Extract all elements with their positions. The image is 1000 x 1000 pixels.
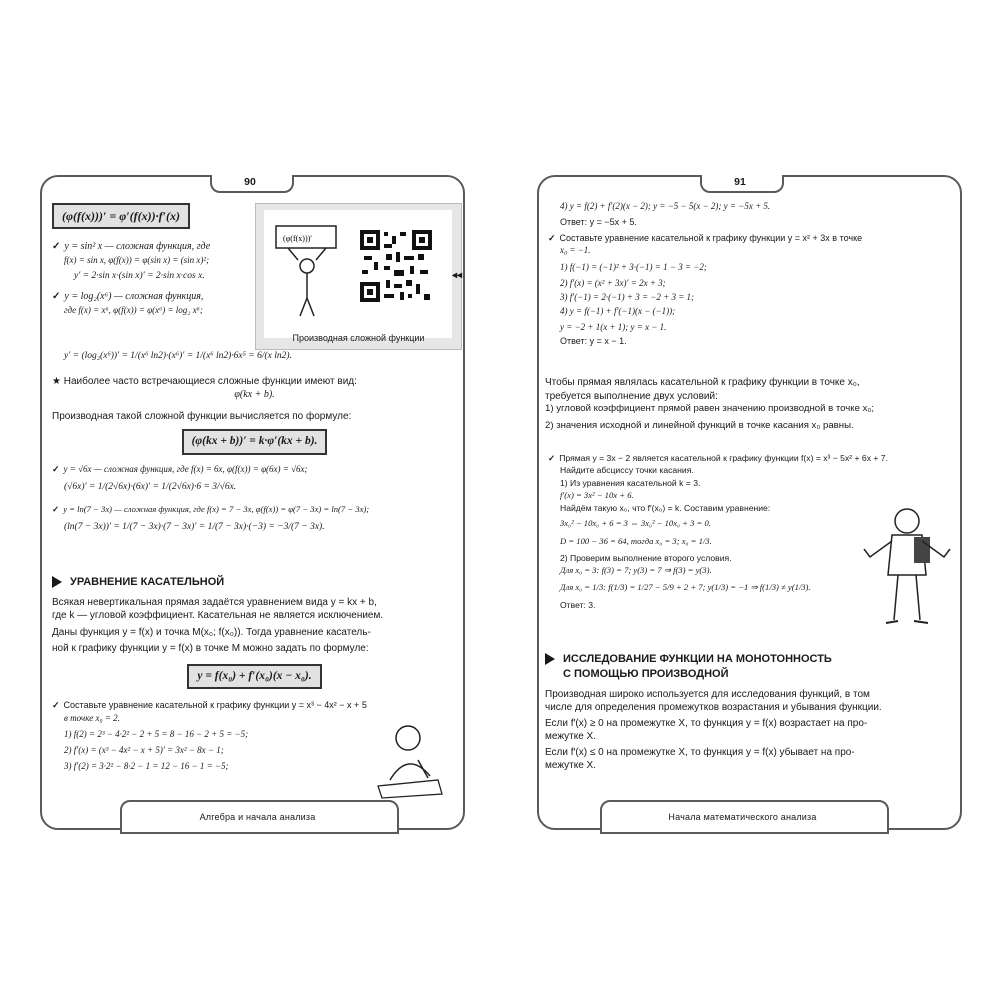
list-item: 3) f′(2) = 3·2² − 8·2 − 1 = 12 − 16 − 1 = −5; <box>64 760 229 771</box>
list-item: 2) f′(x) = (x³ − 4x² − x + 5)′ = 3x² − 8x − 1; <box>64 744 224 755</box>
section-title: УРАВНЕНИЕ КАСАТЕЛЬНОЙ <box>52 575 457 590</box>
student-sign-illustration <box>270 220 350 320</box>
list-item: D = 100 − 36 = 64, тогда x₀ = 3; x₀ = 1/3. <box>560 535 712 546</box>
section-title <box>545 652 955 682</box>
right-content <box>548 200 953 347</box>
left-page-footer: Алгебра и начала анализа <box>199 812 316 822</box>
qr-sign-text: (φ(f(x)))′ <box>283 234 313 243</box>
list-item: ✓ Прямая y = 3x − 2 является касательной к графику функции f(x) = x³ − 5x² + 6x + 7. <box>548 453 888 463</box>
paragraph-line: межутке X. <box>545 760 596 772</box>
check-icon: ✓ <box>52 700 60 711</box>
list-item: ✓ y = √6x — сложная функция, где f(x) = 6x, φ(f(x)) = φ(6x) = √6x; <box>52 463 308 474</box>
paragraph-line: ной к графику функции y = f(x) в точке M можно задать по формуле: <box>52 643 369 655</box>
list-item: в точке x₀ = 2. <box>64 712 120 723</box>
qr-code-icon[interactable] <box>360 230 432 302</box>
list-item: Ответ: y = x − 1. <box>560 336 627 347</box>
note-text: ★ Наиболее часто встречающиеся сложные функции имеют вид: <box>52 375 357 387</box>
section-title-line-2: С ПОМОЩЬЮ ПРОИЗВОДНОЙ <box>563 667 729 680</box>
shrugging-student-illustration <box>862 505 952 630</box>
paragraph-line: Если f′(x) ≤ 0 на промежутке X, то функция y = f(x) убывает на про- <box>545 746 855 758</box>
list-item: ✓ Составьте уравнение касательной к графику функции y = x² + 3x в точке <box>548 233 863 244</box>
student-writing-illustration <box>368 720 448 800</box>
paragraph-line: Чтобы прямая являлась касательной к графику функции в точке x₀, <box>545 377 860 388</box>
list-item: 3) f′(−1) = 2·(−1) + 3 = −2 + 3 = 1; <box>560 291 695 302</box>
left-content-2 <box>52 350 457 534</box>
list-item: Найдём такую x₀, что f′(x₀) = k. Составим уравнение: <box>560 503 771 514</box>
qr-panel-inner <box>264 210 452 338</box>
complex-derivative-formula: (φ(f(x)))′ = φ′(f(x))·f′(x) <box>52 203 190 229</box>
paragraph-line: Если f′(x) ≥ 0 на промежутке X, то функция y = f(x) возрастает на про- <box>545 717 868 729</box>
check-icon: ✓ <box>52 463 60 474</box>
right-page-number: 91 <box>734 176 746 188</box>
conditions-text <box>545 376 955 433</box>
check-icon: ✓ <box>548 453 556 463</box>
example3 <box>548 453 888 612</box>
list-item: ✓ Составьте уравнение касательной к графику функции y = x³ − 4x² − x + 5 <box>52 700 367 711</box>
list-item: 1) f(2) = 2³ − 4·2² − 2 + 5 = 8 − 16 − 2 + 5 = −5; <box>64 728 249 739</box>
left-page-number: 90 <box>244 176 256 188</box>
list-item: f(x) = sin x, φ(f(x)) = φ(sin x) = (sin x)²; <box>64 254 210 265</box>
list-item: (√6x)′ = 1/(2√6x)·(6x)′ = 1/(2√6x)·6 = 3/√6x. <box>64 481 237 492</box>
check-icon: ✓ <box>548 233 556 244</box>
list-item: где f(x) = x⁶, φ(f(x)) = φ(x⁶) = log₂ x⁶; <box>64 304 203 315</box>
paragraph-line: 2) значения исходной и линейной функций в точке касания x₀ равны. <box>545 419 854 431</box>
formula-row <box>52 664 457 690</box>
list-item: ✓ y = ln(7 − 3x) — сложная функция, где f(x) = 7 − 3x, φ(f(x)) = φ(7 − 3x) = ln(7 − 3x); <box>52 503 370 514</box>
list-item: 1) f(−1) = (−1)² + 3·(−1) = 1 − 3 = −2; <box>560 261 707 272</box>
page-arrow-icon[interactable]: ◂◂ <box>452 270 463 281</box>
formula-row <box>52 429 457 455</box>
check-icon: ✓ <box>52 503 60 514</box>
paragraph-line: требуется выполнение двух условий: <box>545 390 718 402</box>
paragraph-line: Производная широко используется для исследования функций, в том <box>545 688 870 700</box>
list-item: y′ = 2·sin x·(sin x)′ = 2·sin x·cos x. <box>74 270 205 281</box>
list-item: y = −2 + 1(x + 1); y = x − 1. <box>560 322 667 333</box>
paragraph-line: Даны функция y = f(x) и точка M(x₀; f(x₀)). Тогда уравнение касатель- <box>52 626 371 638</box>
paragraph-line: 1) угловой коэффициент прямой равен значению производной в точке x₀; <box>545 403 875 414</box>
list-item: 2) Проверим выполнение второго условия. <box>560 553 732 564</box>
list-item: ✓ y = sin² x — сложная функция, где <box>52 241 211 252</box>
section-arrow-icon <box>52 576 62 588</box>
list-item: 2) f′(x) = (x² + 3x)′ = 2x + 3; <box>560 277 666 288</box>
list-item: Найдите абсциссу точки касания. <box>560 464 694 475</box>
note-text: φ(kx + b). <box>234 389 275 401</box>
left-list <box>52 240 247 316</box>
list-item: ✓ y = log₂(x⁶) — сложная функция, <box>52 291 204 303</box>
check-icon: ✓ <box>52 291 61 303</box>
list-item: Для x₀ = 3: f(3) = 7; y(3) = 7 ⇒ f(3) = y(3). <box>560 564 712 575</box>
list-item: Для x₀ = 1/3: f(1/3) = 1/27 − 5/9 + 2 + 7; y(1/3) = −1 ⇒ f(1/3) ≠ y(1/3). <box>560 582 811 593</box>
list-item: Ответ: y = −5x + 5. <box>560 217 637 228</box>
right-page-footer: Начала математического анализа <box>668 812 817 822</box>
paragraph-line: где k — угловой коэффициент. Касательная не является исключением. <box>52 610 384 622</box>
linear-composite-formula: (φ(kx + b))′ = k·φ′(kx + b). <box>182 429 328 455</box>
list-item: 4) y = f(−1) + f′(−1)(x − (−1)); <box>560 305 676 316</box>
list-item: 1) Из уравнения касательной k = 3. <box>560 478 701 489</box>
left-content <box>52 203 452 229</box>
list-item: Ответ: 3. <box>560 599 596 610</box>
list-item: 4) y = f(2) + f′(2)(x − 2); y = −5 − 5(x − 2); y = −5x + 5. <box>560 201 771 211</box>
section-arrow-icon <box>545 653 555 665</box>
paragraph: Производная такой сложной функции вычисляется по формуле: <box>52 410 352 422</box>
list-item: y′ = (log₂(x⁶))′ = 1/(x⁶ ln2)·(x⁶)′ = 1/(x⁶ ln2)·6x⁵ = 6/(x ln2). <box>64 351 292 361</box>
qr-caption: Производная сложной функции <box>292 333 425 343</box>
list-item: 3x₀² − 10x₀ + 6 = 3 ⇔ 3x₀² − 10x₀ + 3 = 0. <box>560 517 711 528</box>
monotonicity-section <box>545 652 955 773</box>
list-item: (ln(7 − 3x))′ = 1/(7 − 3x)·(7 − 3x)′ = 1/(7 − 3x)·(−3) = −3/(7 − 3x). <box>64 522 325 533</box>
paragraph-line: межутке X. <box>545 731 596 743</box>
tangent-formula: y = f(x₀) + f′(x₀)(x − x₀). <box>187 664 321 690</box>
paragraph-line: числе для определения промежутков возрастания и убывания функции. <box>545 702 882 714</box>
check-icon: ✓ <box>52 241 61 252</box>
section-title-line-1: ИССЛЕДОВАНИЕ ФУНКЦИИ НА МОНОТОННОСТЬ <box>563 653 832 665</box>
list-item: f′(x) = 3x² − 10x + 6. <box>560 489 634 500</box>
paragraph-line: Всякая невертикальная прямая задаётся уравнением вида y = kx + b, <box>52 596 377 608</box>
list-item: x₀ = −1. <box>560 245 591 256</box>
